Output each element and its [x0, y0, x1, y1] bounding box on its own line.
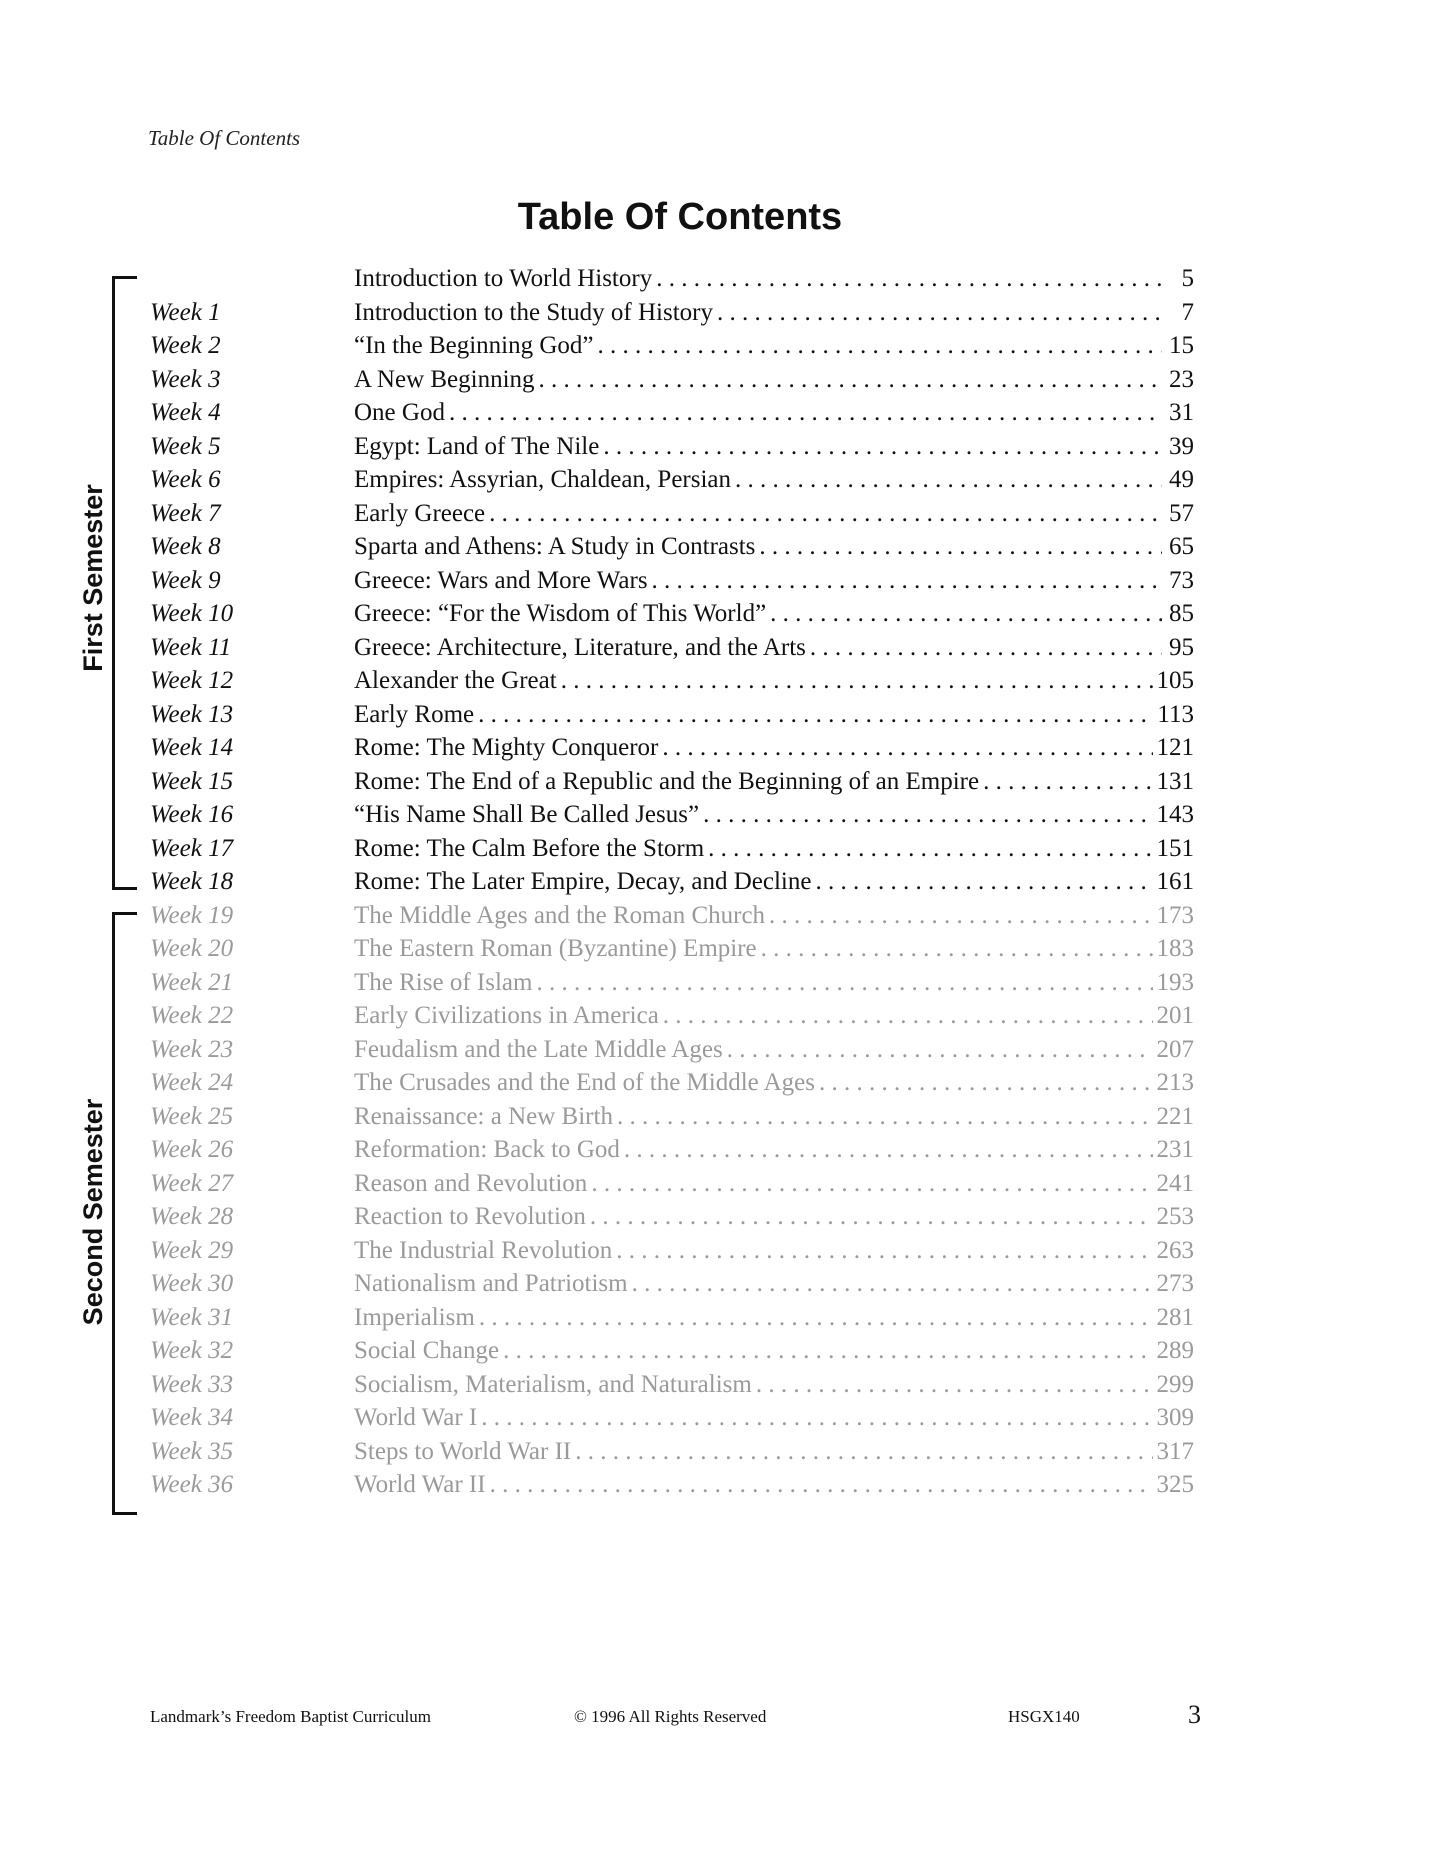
toc-entry [354, 664, 1194, 697]
entry-title: Sparta and Athens: A Study in Contrasts [354, 533, 756, 560]
dot-leader [770, 597, 1162, 630]
entry-title: “In the Beginning God” [354, 332, 594, 359]
toc-row [0, 798, 1445, 832]
week-label: Week 22 [150, 1002, 234, 1029]
toc-row [0, 631, 1445, 665]
toc-entry [354, 1468, 1194, 1501]
entry-title: The Middle Ages and the Roman Church [354, 901, 766, 929]
entry-page-number: 281 [1156, 1303, 1194, 1331]
dot-leader [598, 329, 1162, 362]
toc-row [0, 1401, 1445, 1435]
toc-entry [354, 396, 1194, 429]
entry-page-number: 105 [1156, 667, 1194, 694]
week-label: Week 10 [150, 600, 234, 627]
entry-title: Rome: The Later Empire, Decay, and Decline [354, 868, 812, 895]
footer-code: HSGX140 [1008, 1707, 1080, 1726]
entry-page-number: 85 [1169, 600, 1194, 627]
toc-entry [354, 1234, 1194, 1267]
toc-entry [354, 765, 1194, 798]
entry-title: Greece: “For the Wisdom of This World” [354, 600, 767, 627]
entry-page-number: 49 [1169, 466, 1194, 493]
toc-row [0, 765, 1445, 799]
entry-title: Socialism, Materialism, and Naturalism [354, 1370, 752, 1398]
toc-entry [354, 1133, 1194, 1166]
entry-title: Renaissance: a New Birth [354, 1102, 613, 1130]
toc-entry [354, 1100, 1194, 1133]
toc-entry [354, 497, 1194, 530]
entry-page-number: 113 [1157, 700, 1194, 728]
entry-title: Greece: Wars and More Wars [354, 566, 648, 594]
entry-page-number: 31 [1169, 399, 1194, 426]
toc-entry [354, 296, 1194, 329]
week-label: Week 13 [150, 700, 234, 728]
week-label: Week 33 [150, 1370, 234, 1398]
toc-row [0, 1200, 1445, 1234]
toc-entry [354, 966, 1194, 999]
dot-leader [449, 396, 1162, 429]
dot-leader [590, 1200, 1153, 1233]
entry-title: The Crusades and the End of the Middle Ages [354, 1069, 816, 1096]
entry-title: Reaction to Revolution [354, 1203, 586, 1230]
entry-title: A New Beginning [354, 365, 535, 393]
dot-leader [481, 1401, 1152, 1434]
toc-entry [354, 698, 1194, 731]
toc-entry [354, 430, 1194, 463]
week-label: Week 2 [150, 332, 221, 359]
dot-leader [761, 932, 1153, 965]
toc-entry [354, 631, 1194, 664]
entry-title: Nationalism and Patriotism [354, 1270, 628, 1297]
footer-copyright: © 1996 All Rights Reserved [574, 1707, 767, 1726]
dot-leader [561, 664, 1153, 697]
entry-page-number: 317 [1156, 1437, 1194, 1465]
toc-row [0, 1033, 1445, 1067]
week-label: Week 28 [150, 1203, 234, 1230]
week-label: Week 26 [150, 1136, 234, 1163]
entry-page-number: 207 [1156, 1035, 1194, 1063]
toc-row [0, 1133, 1445, 1167]
entry-title: The Eastern Roman (Byzantine) Empire [354, 935, 757, 962]
entry-page-number: 273 [1156, 1270, 1194, 1297]
entry-page-number: 253 [1156, 1203, 1194, 1230]
week-label: Week 12 [150, 667, 234, 694]
entry-title: World War I [354, 1404, 478, 1431]
week-label: Week 20 [150, 935, 234, 962]
footer-publisher: Landmark’s Freedom Baptist Curriculum [150, 1707, 431, 1726]
week-label: Week 9 [150, 566, 221, 594]
toc-entry [354, 463, 1194, 496]
dot-leader [591, 1167, 1152, 1200]
entry-page-number: 57 [1169, 499, 1194, 527]
toc-entry [354, 329, 1194, 362]
entry-page-number: 121 [1156, 734, 1194, 761]
week-label: Week 11 [150, 633, 232, 661]
toc-row [0, 1100, 1445, 1134]
week-label: Week 36 [150, 1471, 234, 1498]
dot-leader [819, 1066, 1152, 1099]
toc-entry [354, 1200, 1194, 1233]
dot-leader [539, 363, 1162, 396]
dot-leader [632, 1267, 1153, 1300]
entry-title: Reason and Revolution [354, 1169, 588, 1197]
toc-entry [354, 832, 1194, 865]
dot-leader [717, 296, 1162, 329]
week-label: Week 15 [150, 767, 234, 795]
toc-row [0, 932, 1445, 966]
dot-leader [815, 865, 1152, 898]
toc-row [0, 1334, 1445, 1368]
toc-row [0, 564, 1445, 598]
dot-leader [759, 530, 1162, 563]
toc-entry [354, 363, 1194, 396]
toc-entry [354, 1334, 1194, 1367]
toc-row [0, 698, 1445, 732]
entry-title: Rome: The Mighty Conqueror [354, 734, 659, 761]
toc-row [0, 1435, 1445, 1469]
dot-leader [703, 798, 1152, 831]
toc-row [0, 296, 1445, 330]
entry-page-number: 213 [1156, 1069, 1194, 1096]
week-label: Week 1 [150, 298, 221, 326]
toc-row [0, 530, 1445, 564]
entry-page-number: 143 [1156, 801, 1194, 828]
entry-title: Introduction to World History [354, 265, 653, 292]
week-label: Week 8 [150, 533, 221, 560]
dot-leader [727, 1033, 1153, 1066]
entry-title: One God [354, 399, 445, 426]
dot-leader [616, 1234, 1152, 1267]
toc-row [0, 832, 1445, 866]
entry-title: Imperialism [354, 1303, 475, 1331]
toc-entry [354, 564, 1194, 597]
toc-entry [354, 1066, 1194, 1099]
toc-row [0, 262, 1445, 296]
toc-entry [354, 932, 1194, 965]
entry-title: Greece: Architecture, Literature, and the Arts [354, 633, 806, 661]
entry-page-number: 263 [1156, 1236, 1194, 1264]
dot-leader [536, 966, 1152, 999]
toc-row [0, 999, 1445, 1033]
toc-row [0, 1368, 1445, 1402]
entry-page-number: 289 [1156, 1337, 1194, 1364]
entry-page-number: 231 [1156, 1136, 1194, 1163]
entry-title: Feudalism and the Late Middle Ages [354, 1035, 723, 1063]
entry-page-number: 161 [1156, 868, 1194, 895]
dot-leader [769, 899, 1152, 932]
toc-row [0, 1301, 1445, 1335]
entry-title: World War II [354, 1471, 486, 1498]
entry-page-number: 7 [1181, 298, 1194, 326]
entry-title: Early Rome [354, 700, 475, 728]
toc-entry [354, 899, 1194, 932]
toc-row [0, 1167, 1445, 1201]
dot-leader [735, 463, 1162, 496]
toc-entry [354, 798, 1194, 831]
entry-title: “His Name Shall Be Called Jesus” [354, 801, 700, 828]
entry-page-number: 325 [1156, 1471, 1194, 1498]
dot-leader [617, 1100, 1153, 1133]
entry-page-number: 73 [1169, 566, 1194, 594]
week-label: Week 6 [150, 466, 221, 493]
entry-page-number: 201 [1156, 1002, 1194, 1029]
week-label: Week 14 [150, 734, 234, 761]
first-semester-label: First Semester [78, 484, 108, 672]
entry-page-number: 23 [1169, 365, 1194, 393]
week-label: Week 35 [150, 1437, 234, 1465]
toc-entry [354, 1267, 1194, 1300]
entry-title: Early Greece [354, 499, 486, 527]
toc-entry [354, 1033, 1194, 1066]
entry-title: The Rise of Islam [354, 968, 533, 996]
week-label: Week 23 [150, 1035, 234, 1063]
page-title: Table Of Contents [517, 196, 843, 238]
toc-entry [354, 530, 1194, 563]
entry-title: Alexander the Great [354, 667, 557, 694]
dot-leader [708, 832, 1152, 865]
toc-row [0, 1468, 1445, 1502]
entry-title: Social Change [354, 1337, 500, 1364]
week-label: Week 5 [150, 432, 221, 460]
entry-page-number: 5 [1181, 265, 1194, 292]
week-label: Week 7 [150, 499, 221, 527]
toc-entry [354, 865, 1194, 898]
week-label: Week 27 [150, 1169, 234, 1197]
toc-row [0, 329, 1445, 363]
week-label: Week 34 [150, 1404, 234, 1431]
entry-page-number: 221 [1156, 1102, 1194, 1130]
week-label: Week 17 [150, 834, 234, 862]
entry-page-number: 193 [1156, 968, 1194, 996]
week-label: Week 25 [150, 1102, 234, 1130]
week-label: Week 16 [150, 801, 234, 828]
entry-title: Rome: The End of a Republic and the Beginning of an Empire [354, 767, 980, 795]
toc-entry [354, 262, 1194, 295]
entry-page-number: 95 [1169, 633, 1194, 661]
toc-row [0, 430, 1445, 464]
toc-entry [354, 1167, 1194, 1200]
entry-page-number: 309 [1156, 1404, 1194, 1431]
toc-row [0, 1267, 1445, 1301]
dot-leader [489, 497, 1162, 530]
entry-title: Empires: Assyrian, Chaldean, Persian [354, 466, 732, 493]
running-head: Table Of Contents [148, 126, 301, 150]
toc-row [0, 363, 1445, 397]
entry-title: Introduction to the Study of History [354, 298, 713, 326]
week-label: Week 3 [150, 365, 221, 393]
dot-leader [652, 564, 1162, 597]
week-label: Week 19 [150, 901, 234, 929]
entry-page-number: 131 [1156, 767, 1194, 795]
week-label: Week 4 [150, 399, 221, 426]
dot-leader [656, 262, 1162, 295]
week-label: Week 24 [150, 1069, 234, 1096]
dot-leader [478, 698, 1153, 731]
toc-row [0, 1066, 1445, 1100]
toc-entry [354, 1368, 1194, 1401]
entry-page-number: 151 [1156, 834, 1194, 862]
toc-row [0, 597, 1445, 631]
entry-page-number: 299 [1156, 1370, 1194, 1398]
toc-row [0, 731, 1445, 765]
toc-row [0, 497, 1445, 531]
dot-leader [479, 1301, 1153, 1334]
dot-leader [810, 631, 1162, 664]
toc-row [0, 1234, 1445, 1268]
dot-leader [663, 999, 1153, 1032]
entry-page-number: 39 [1169, 432, 1194, 460]
dot-leader [662, 731, 1152, 764]
toc-entry [354, 1435, 1194, 1468]
toc-row [0, 463, 1445, 497]
toc-entry [354, 1401, 1194, 1434]
toc-row [0, 664, 1445, 698]
week-label: Week 32 [150, 1337, 234, 1364]
toc-row [0, 396, 1445, 430]
entry-page-number: 65 [1169, 533, 1194, 560]
toc-entry [354, 731, 1194, 764]
entry-title: Egypt: Land of The Nile [354, 432, 600, 460]
week-label: Week 18 [150, 868, 234, 895]
entry-title: Steps to World War II [354, 1437, 572, 1465]
toc-entry [354, 999, 1194, 1032]
toc-row [0, 966, 1445, 1000]
toc-entry [354, 1301, 1194, 1334]
entry-title: Reformation: Back to God [354, 1136, 620, 1163]
dot-leader [983, 765, 1152, 798]
dot-leader [575, 1435, 1152, 1468]
entry-title: Early Civilizations in America [354, 1002, 659, 1029]
entry-title: The Industrial Revolution [354, 1236, 613, 1264]
entry-title: Rome: The Calm Before the Storm [354, 834, 705, 862]
entry-page-number: 241 [1156, 1169, 1194, 1197]
dot-leader [756, 1368, 1153, 1401]
week-label: Week 21 [150, 968, 234, 996]
dot-leader [603, 430, 1162, 463]
entry-page-number: 15 [1169, 332, 1194, 359]
week-label: Week 30 [150, 1270, 234, 1297]
week-label: Week 31 [150, 1303, 234, 1331]
dot-leader [503, 1334, 1152, 1367]
week-label: Week 29 [150, 1236, 234, 1264]
entry-page-number: 183 [1156, 935, 1194, 962]
dot-leader [490, 1468, 1153, 1501]
second-semester-label: Second Semester [78, 1098, 108, 1326]
footer-page-number: 3 [1188, 1700, 1201, 1729]
toc-row [0, 899, 1445, 933]
entry-page-number: 173 [1156, 901, 1194, 929]
toc-row [0, 865, 1445, 899]
dot-leader [624, 1133, 1153, 1166]
toc-entry [354, 597, 1194, 630]
